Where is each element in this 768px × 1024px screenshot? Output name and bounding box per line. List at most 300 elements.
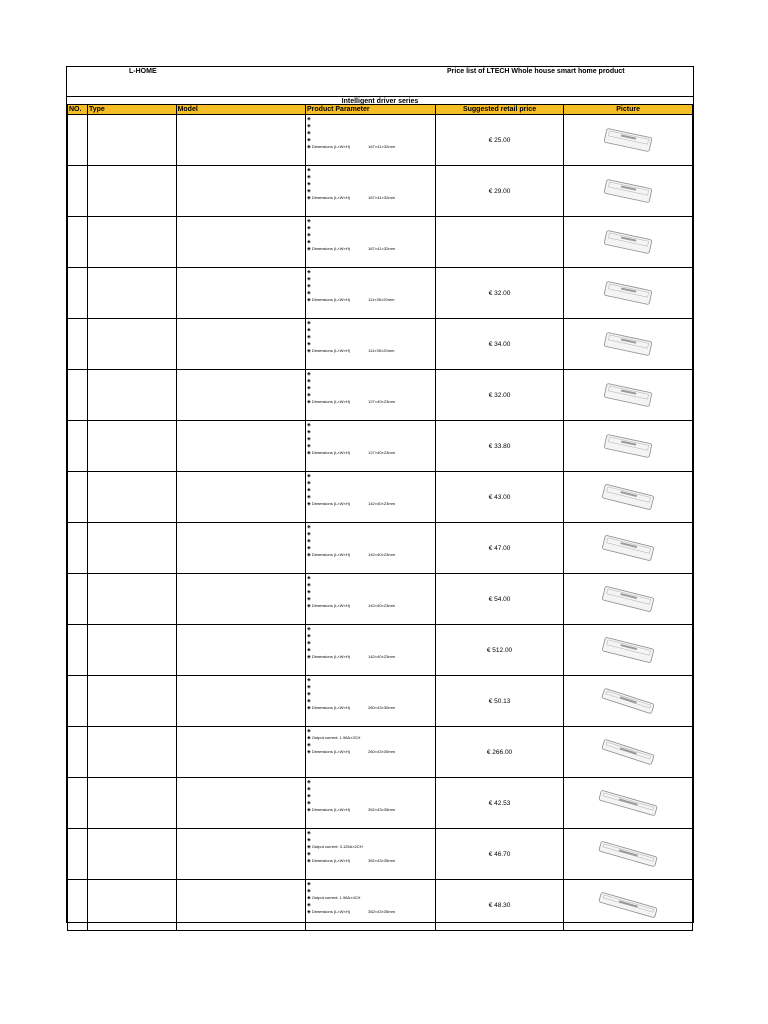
parameter-line [307, 646, 435, 653]
parameter-line [307, 850, 435, 857]
dimension-label: Dimensions (L×W×H) [311, 552, 351, 557]
bullet-icon: ◈ [307, 167, 311, 173]
parameter-cell [306, 166, 436, 217]
col-header-picture: Picture [564, 105, 693, 115]
bullet-icon: ◈ [307, 130, 311, 136]
price-cell [435, 217, 564, 268]
dimension-line [307, 806, 435, 813]
bullet-icon: ◈ [307, 399, 311, 405]
bullet-icon: ◈ [307, 116, 311, 122]
parameter-line [307, 275, 435, 282]
bullet-icon: ◈ [307, 473, 311, 479]
dimension-label: Dimensions (L×W×H) [311, 195, 351, 200]
bullet-icon: ◈ [307, 633, 311, 639]
no-cell [68, 115, 88, 166]
type-cell [87, 727, 176, 778]
price-cell: € 50.13 [435, 676, 564, 727]
parameter-line [307, 588, 435, 595]
parameter-cell [306, 829, 436, 880]
bullet-icon: ◈ [307, 218, 311, 224]
bullet-icon: ◈ [307, 793, 311, 799]
table-body [68, 115, 693, 931]
col-header-no: NO. [68, 105, 88, 115]
no-cell [68, 625, 88, 676]
price-cell: € 33.80 [435, 421, 564, 472]
model-cell [176, 115, 305, 166]
bullet-icon: ◈ [307, 276, 311, 282]
dimension-line [307, 398, 435, 405]
product-image-driver-short [593, 327, 663, 361]
dimension-label: Dimensions (L×W×H) [311, 348, 351, 353]
parameter-line [307, 217, 435, 224]
table-row [68, 166, 693, 217]
dimension-value: 260×43×30mm [368, 749, 396, 754]
bullet-icon: ◈ [307, 545, 311, 551]
table-row [68, 778, 693, 829]
bullet-icon: ◈ [307, 320, 311, 326]
type-cell [87, 523, 176, 574]
bullet-icon: ◈ [307, 807, 311, 813]
model-cell [176, 625, 305, 676]
type-cell [87, 217, 176, 268]
no-cell [68, 319, 88, 370]
price-cell: € 46.70 [435, 829, 564, 880]
bullet-icon: ◈ [307, 341, 311, 347]
dimension-line [307, 602, 435, 609]
product-image-driver-short [593, 174, 663, 208]
product-image-driver-short [593, 225, 663, 259]
bullet-icon: ◈ [307, 552, 311, 558]
product-image-driver-long [593, 684, 663, 718]
bullet-icon: ◈ [307, 589, 311, 595]
bullet-icon: ◈ [307, 902, 311, 908]
bullet-icon: ◈ [307, 735, 311, 741]
picture-cell [564, 421, 693, 472]
parameter-line [307, 136, 435, 143]
parameter-cell [306, 472, 436, 523]
dimension-label: Dimensions (L×W×H) [311, 909, 351, 914]
bullet-icon: ◈ [307, 494, 311, 500]
parameter-line [307, 894, 435, 901]
parameter-line [307, 778, 435, 785]
parameter-line [307, 326, 435, 333]
product-image-driver-short [593, 378, 663, 412]
parameter-line [307, 486, 435, 493]
picture-cell [564, 268, 693, 319]
no-cell [68, 421, 88, 472]
bullet-icon: ◈ [307, 582, 311, 588]
dimension-label: Dimensions (L×W×H) [311, 749, 351, 754]
dimension-value: 352×43×35mm [368, 858, 396, 863]
bullet-icon: ◈ [307, 450, 311, 456]
parameter-cell [306, 115, 436, 166]
bullet-icon: ◈ [307, 647, 311, 653]
parameter-line [307, 792, 435, 799]
dimension-line [307, 500, 435, 507]
dimension-value: 352×43×35mm [368, 807, 396, 812]
no-cell [68, 574, 88, 625]
parameter-line [307, 785, 435, 792]
product-image-driver-medium [593, 582, 663, 616]
picture-cell [564, 676, 693, 727]
type-cell [87, 115, 176, 166]
product-image-driver-medium [593, 531, 663, 565]
bullet-icon: ◈ [307, 480, 311, 486]
parameter-line [307, 734, 435, 741]
parameter-line [307, 268, 435, 275]
picture-cell [564, 166, 693, 217]
parameter-line [307, 479, 435, 486]
no-cell [68, 472, 88, 523]
parameter-cell [306, 625, 436, 676]
price-cell: € 266.00 [435, 727, 564, 778]
parameter-line [307, 384, 435, 391]
dimension-line [307, 653, 435, 660]
no-cell [68, 268, 88, 319]
model-cell [176, 727, 305, 778]
bullet-icon: ◈ [307, 844, 311, 850]
picture-cell [564, 217, 693, 268]
parameter-line [307, 421, 435, 428]
no-cell [68, 727, 88, 778]
bullet-icon: ◈ [307, 422, 311, 428]
model-cell [176, 523, 305, 574]
model-cell [176, 676, 305, 727]
bullet-icon: ◈ [307, 575, 311, 581]
type-cell [87, 166, 176, 217]
price-table [67, 104, 693, 931]
dimension-label: Dimensions (L×W×H) [311, 501, 351, 506]
dimension-label: Dimensions (L×W×H) [311, 807, 351, 812]
bullet-icon: ◈ [307, 705, 311, 711]
parameter-line [307, 574, 435, 581]
parameter-text: Output current: 3.125A×2CH [311, 844, 363, 849]
price-cell: € 25.00 [435, 115, 564, 166]
bullet-icon: ◈ [307, 742, 311, 748]
parameter-line [307, 472, 435, 479]
type-cell [87, 778, 176, 829]
bullet-icon: ◈ [307, 385, 311, 391]
table-row [68, 421, 693, 472]
parameter-line [307, 683, 435, 690]
price-list-sheet [66, 66, 694, 923]
model-cell [176, 268, 305, 319]
dimension-label: Dimensions (L×W×H) [311, 399, 351, 404]
bullet-icon: ◈ [307, 881, 311, 887]
type-cell [87, 829, 176, 880]
bullet-icon: ◈ [307, 137, 311, 143]
dimension-line [307, 704, 435, 711]
no-cell [68, 217, 88, 268]
parameter-line [307, 493, 435, 500]
bullet-icon: ◈ [307, 195, 311, 201]
type-cell [87, 574, 176, 625]
bullet-icon: ◈ [307, 392, 311, 398]
table-row [68, 217, 693, 268]
parameter-cell [306, 574, 436, 625]
parameter-line [307, 187, 435, 194]
dimension-value: 142×40×23mm [368, 603, 396, 608]
table-row [68, 880, 693, 931]
bullet-icon: ◈ [307, 640, 311, 646]
bullet-icon: ◈ [307, 538, 311, 544]
bullet-icon: ◈ [307, 596, 311, 602]
parameter-line [307, 537, 435, 544]
bullet-icon: ◈ [307, 174, 311, 180]
table-header-row [68, 105, 693, 115]
product-image-driver-short [593, 276, 663, 310]
parameter-line [307, 799, 435, 806]
dimension-line [307, 347, 435, 354]
table-row [68, 574, 693, 625]
bullet-icon: ◈ [307, 909, 311, 915]
product-image-driver-medium [593, 480, 663, 514]
model-cell [176, 217, 305, 268]
parameter-line [307, 333, 435, 340]
picture-cell [564, 574, 693, 625]
parameter-line [307, 625, 435, 632]
parameter-line [307, 887, 435, 894]
type-cell [87, 676, 176, 727]
model-cell [176, 319, 305, 370]
parameter-line [307, 901, 435, 908]
col-header-parameter: Product Parameter [306, 105, 436, 115]
bullet-icon: ◈ [307, 728, 311, 734]
parameter-line [307, 836, 435, 843]
parameter-line [307, 428, 435, 435]
table-row [68, 115, 693, 166]
bullet-icon: ◈ [307, 698, 311, 704]
parameter-line [307, 224, 435, 231]
picture-cell [564, 778, 693, 829]
dimension-label: Dimensions (L×W×H) [311, 297, 351, 302]
model-cell [176, 880, 305, 931]
product-image-driver-short [593, 123, 663, 157]
parameter-line [307, 880, 435, 887]
product-image-driver-long [593, 735, 663, 769]
bullet-icon: ◈ [307, 225, 311, 231]
dimension-value: 142×40×23mm [368, 654, 396, 659]
dimension-label: Dimensions (L×W×H) [311, 858, 351, 863]
parameter-cell [306, 319, 436, 370]
price-cell: € 29.00 [435, 166, 564, 217]
no-cell [68, 523, 88, 574]
parameter-line [307, 829, 435, 836]
bullet-icon: ◈ [307, 297, 311, 303]
parameter-line [307, 442, 435, 449]
dimension-line [307, 908, 435, 915]
parameter-line [307, 180, 435, 187]
series-label: Intelligent driver series [341, 98, 419, 105]
parameter-line [307, 391, 435, 398]
model-cell [176, 778, 305, 829]
dimension-line [307, 296, 435, 303]
bullet-icon: ◈ [307, 888, 311, 894]
parameter-line [307, 632, 435, 639]
type-cell [87, 421, 176, 472]
bullet-icon: ◈ [307, 837, 311, 843]
table-row [68, 676, 693, 727]
bullet-icon: ◈ [307, 348, 311, 354]
dimension-label: Dimensions (L×W×H) [311, 705, 351, 710]
picture-cell [564, 880, 693, 931]
parameter-cell [306, 217, 436, 268]
no-cell [68, 829, 88, 880]
dimension-line [307, 245, 435, 252]
brand-label: L-HOME [129, 68, 157, 75]
type-cell [87, 880, 176, 931]
bullet-icon: ◈ [307, 749, 311, 755]
bullet-icon: ◈ [307, 371, 311, 377]
bullet-icon: ◈ [307, 487, 311, 493]
parameter-line [307, 282, 435, 289]
type-cell [87, 472, 176, 523]
dimension-line [307, 449, 435, 456]
model-cell [176, 370, 305, 421]
parameter-line [307, 238, 435, 245]
price-cell: € 32.00 [435, 268, 564, 319]
picture-cell [564, 115, 693, 166]
bullet-icon: ◈ [307, 895, 311, 901]
bullet-icon: ◈ [307, 603, 311, 609]
bullet-icon: ◈ [307, 144, 311, 150]
no-cell [68, 778, 88, 829]
type-cell [87, 268, 176, 319]
bullet-icon: ◈ [307, 786, 311, 792]
bullet-icon: ◈ [307, 626, 311, 632]
parameter-line [307, 595, 435, 602]
picture-cell [564, 727, 693, 778]
product-image-driver-xlong [593, 888, 663, 922]
bullet-icon: ◈ [307, 684, 311, 690]
type-cell [87, 370, 176, 421]
dimension-line [307, 857, 435, 864]
dimension-value: 167×41×32mm [368, 144, 396, 149]
product-image-driver-short [593, 429, 663, 463]
dimension-value: 352×43×35mm [368, 909, 396, 914]
model-cell [176, 421, 305, 472]
dimension-label: Dimensions (L×W×H) [311, 603, 351, 608]
parameter-cell [306, 523, 436, 574]
price-cell: € 512.00 [435, 625, 564, 676]
dimension-label: Dimensions (L×W×H) [311, 654, 351, 659]
dimension-value: 167×41×32mm [368, 246, 396, 251]
dimension-value: 142×40×23mm [368, 552, 396, 557]
table-row [68, 268, 693, 319]
no-cell [68, 370, 88, 421]
bullet-icon: ◈ [307, 378, 311, 384]
dimension-label: Dimensions (L×W×H) [311, 450, 351, 455]
parameter-text: Output current: 1.96A×2CH [311, 735, 361, 740]
col-header-model: Model [176, 105, 305, 115]
bullet-icon: ◈ [307, 246, 311, 252]
price-cell: € 32.00 [435, 370, 564, 421]
product-image-driver-medium [593, 633, 663, 667]
parameter-cell [306, 880, 436, 931]
parameter-line [307, 741, 435, 748]
model-cell [176, 574, 305, 625]
parameter-cell [306, 778, 436, 829]
bullet-icon: ◈ [307, 188, 311, 194]
parameter-text: Output current: 1.96A×4CH [311, 895, 361, 900]
parameter-line [307, 173, 435, 180]
parameter-cell [306, 370, 436, 421]
picture-cell [564, 472, 693, 523]
parameter-line [307, 523, 435, 530]
type-cell [87, 625, 176, 676]
parameter-line [307, 690, 435, 697]
dimension-line [307, 143, 435, 150]
table-row [68, 727, 693, 778]
parameter-line [307, 581, 435, 588]
product-image-driver-xlong [593, 837, 663, 871]
bullet-icon: ◈ [307, 429, 311, 435]
parameter-line [307, 639, 435, 646]
bullet-icon: ◈ [307, 654, 311, 660]
parameter-line [307, 676, 435, 683]
parameter-line [307, 166, 435, 173]
bullet-icon: ◈ [307, 123, 311, 129]
document-title: Price list of LTECH Whole house smart home product [447, 68, 625, 75]
parameter-line [307, 340, 435, 347]
bullet-icon: ◈ [307, 524, 311, 530]
no-cell [68, 880, 88, 931]
dimension-line [307, 551, 435, 558]
price-cell: € 54.00 [435, 574, 564, 625]
dimension-value: 127×40×23mm [368, 399, 396, 404]
price-cell: € 43.00 [435, 472, 564, 523]
no-cell [68, 166, 88, 217]
dimension-value: 111×35×20mm [368, 348, 395, 353]
parameter-line [307, 697, 435, 704]
bullet-icon: ◈ [307, 269, 311, 275]
parameter-line [307, 122, 435, 129]
type-cell [87, 319, 176, 370]
parameter-cell [306, 676, 436, 727]
parameter-line [307, 544, 435, 551]
bullet-icon: ◈ [307, 334, 311, 340]
model-cell [176, 829, 305, 880]
picture-cell [564, 625, 693, 676]
bullet-icon: ◈ [307, 290, 311, 296]
dimension-value: 167×41×32mm [368, 195, 396, 200]
bullet-icon: ◈ [307, 501, 311, 507]
parameter-line [307, 530, 435, 537]
product-image-driver-xlong [593, 786, 663, 820]
parameter-line [307, 370, 435, 377]
parameter-line [307, 377, 435, 384]
picture-cell [564, 523, 693, 574]
picture-cell [564, 319, 693, 370]
parameter-line [307, 129, 435, 136]
table-row [68, 523, 693, 574]
parameter-line [307, 727, 435, 734]
parameter-line [307, 435, 435, 442]
model-cell [176, 166, 305, 217]
parameter-line [307, 319, 435, 326]
price-cell: € 48.30 [435, 880, 564, 931]
dimension-value: 142×40×23mm [368, 501, 396, 506]
bullet-icon: ◈ [307, 858, 311, 864]
parameter-line [307, 843, 435, 850]
bullet-icon: ◈ [307, 283, 311, 289]
table-row [68, 319, 693, 370]
picture-cell [564, 829, 693, 880]
table-row [68, 829, 693, 880]
price-cell: € 42.53 [435, 778, 564, 829]
bullet-icon: ◈ [307, 239, 311, 245]
dimension-value: 260×43×30mm [368, 705, 396, 710]
